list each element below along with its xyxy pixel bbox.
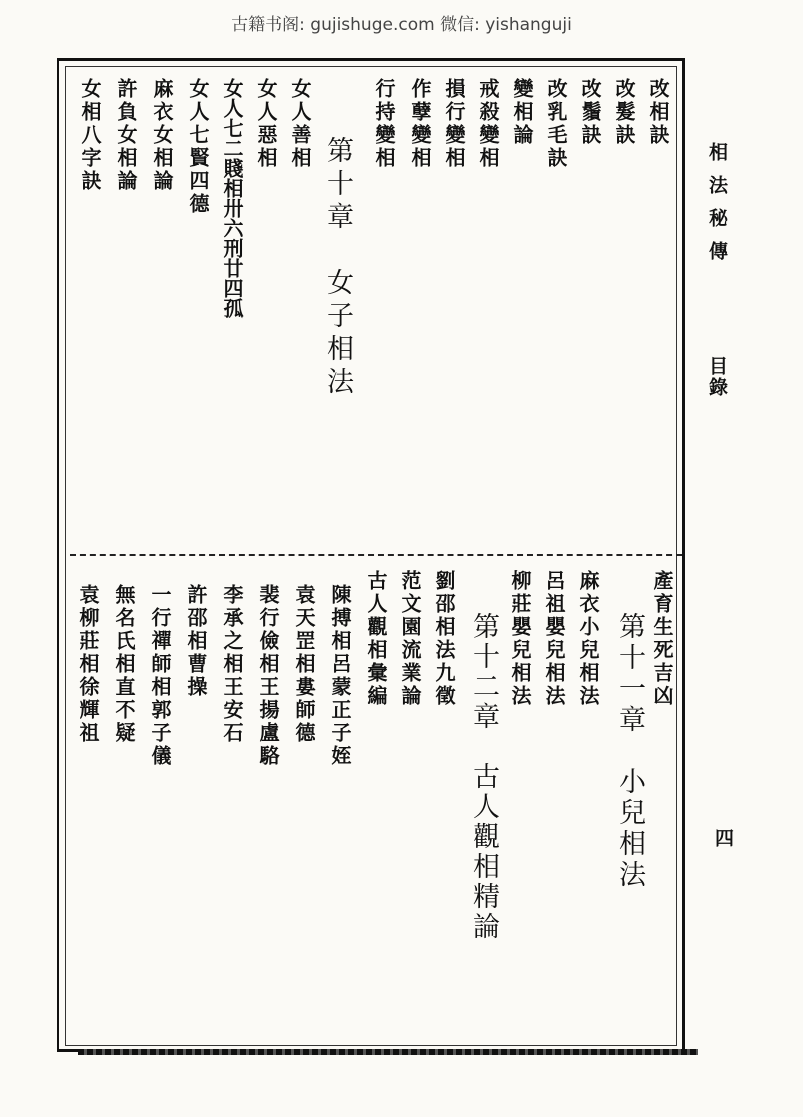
toc-entry: 劉邵相法九徵	[432, 570, 456, 708]
toc-entry: 作孽變相	[408, 78, 432, 170]
toc-entry: 柳莊嬰兒相法	[508, 570, 532, 708]
page-frame-inner	[65, 66, 677, 1046]
toc-entry: 袁天罡相婁師德	[292, 584, 316, 745]
toc-entry: 改鬚訣	[578, 78, 602, 147]
toc-entry: 女人七二賤相卅六刑廿四孤	[220, 78, 244, 318]
toc-entry: 麻衣女相論	[150, 78, 174, 193]
toc-entry: 產育生死吉凶	[650, 570, 674, 708]
toc-entry: 袁柳莊相徐輝祖	[76, 584, 100, 745]
frame-bottom-rule	[78, 1049, 698, 1055]
watermark: 古籍书阁: gujishuge.com 微信: yishanguji	[231, 15, 572, 35]
toc-entry: 女人惡相	[254, 78, 278, 170]
chapter-heading: 第十二章 古人觀相精論	[468, 612, 499, 942]
toc-entry: 一行禪師相郭子儀	[148, 584, 172, 768]
toc-entry: 女人七賢四德	[186, 78, 210, 216]
chapter-heading: 第十一章 小兒相法	[614, 612, 645, 891]
section-label: 目錄	[706, 356, 728, 398]
toc-entry: 呂祖嬰兒相法	[542, 570, 566, 708]
toc-entry: 古人觀相彙編	[364, 570, 388, 708]
toc-entry: 陳搏相呂蒙正子姪	[328, 584, 352, 768]
toc-entry: 裴行儉相王揚盧駱	[256, 584, 280, 768]
toc-entry: 變相論	[510, 78, 534, 147]
book-title: 相法秘傳	[706, 142, 728, 274]
toc-entry: 李承之相王安石	[220, 584, 244, 745]
toc-entry: 損行變相	[442, 78, 466, 170]
toc-entry: 范文園流業論	[398, 570, 422, 708]
toc-entry: 許邵相曹操	[184, 584, 208, 699]
toc-entry: 麻衣小兒相法	[576, 570, 600, 708]
section-divider	[70, 554, 682, 556]
toc-entry: 行持變相	[372, 78, 396, 170]
chapter-heading: 第十章 女子相法	[322, 136, 353, 400]
toc-entry: 女相八字訣	[78, 78, 102, 193]
toc-entry: 改髮訣	[612, 78, 636, 147]
page-number: 四	[712, 828, 734, 850]
toc-entry: 許負女相論	[114, 78, 138, 193]
toc-entry: 改相訣	[646, 78, 670, 147]
toc-entry: 女人善相	[288, 78, 312, 170]
toc-entry: 改乳毛訣	[544, 78, 568, 170]
toc-entry: 戒殺變相	[476, 78, 500, 170]
toc-entry: 無名氏相直不疑	[112, 584, 136, 745]
